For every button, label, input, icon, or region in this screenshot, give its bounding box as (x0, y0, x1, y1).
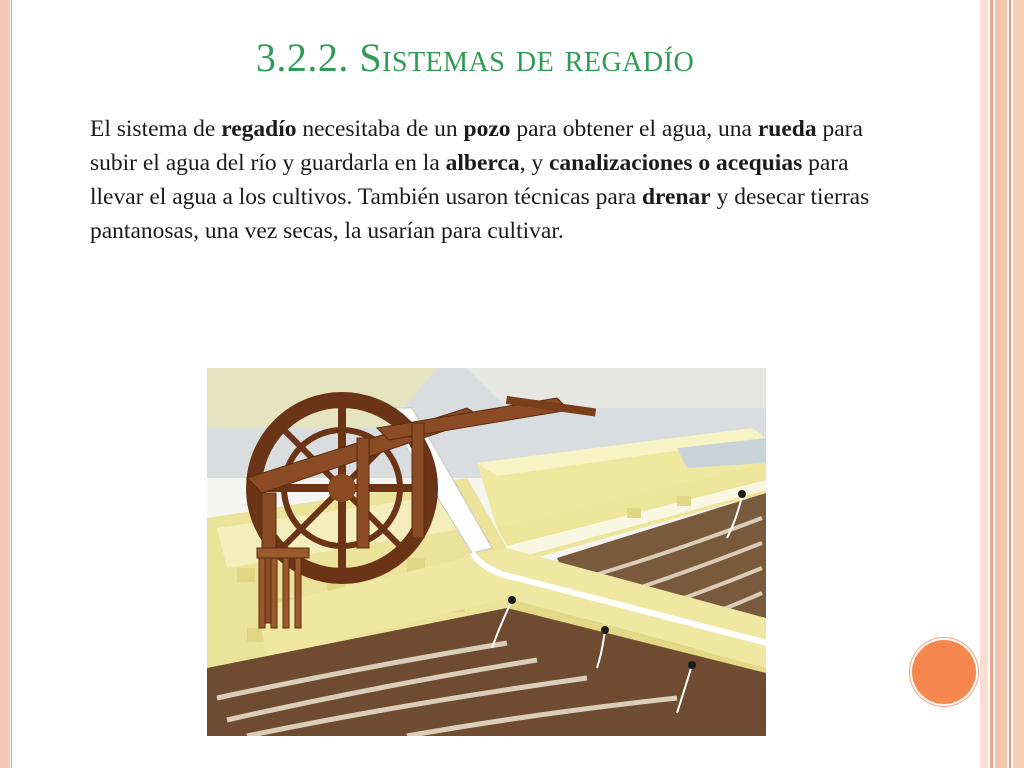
paragraph-bold-term: rueda (757, 116, 817, 142)
slide-title: 3.2.2. Sistemas de regadío (255, 35, 695, 80)
left-border-bar (0, 0, 10, 768)
irrigation-illustration (207, 368, 766, 736)
paragraph-bold-term: alberca (445, 150, 520, 176)
paragraph-text: El sistema de (90, 116, 222, 142)
paragraph-text: necesitaba de un (296, 116, 464, 142)
paragraph-bold-term: drenar (641, 184, 711, 210)
paragraph-bold-term: regadío (221, 116, 297, 142)
paragraph-bold-term: pozo (463, 116, 511, 142)
paragraph-bold-term: canalizaciones o acequias (548, 150, 803, 176)
paragraph-text: , y (519, 150, 549, 176)
paragraph-text: y desecar tierras pantanosas, una vez secas, la usarían para cultivar. (90, 184, 870, 244)
left-border-line (11, 0, 12, 768)
right-border-stripes (980, 0, 1024, 768)
body-paragraph (90, 112, 890, 248)
paragraph-text: para llevar el agua a los cultivos. También usaron técnicas para (90, 150, 849, 210)
paragraph-text: para subir el agua del río y guardarla en la (90, 116, 863, 176)
accent-dot (912, 640, 976, 704)
paragraph-text: para obtener el agua, una (510, 116, 758, 142)
